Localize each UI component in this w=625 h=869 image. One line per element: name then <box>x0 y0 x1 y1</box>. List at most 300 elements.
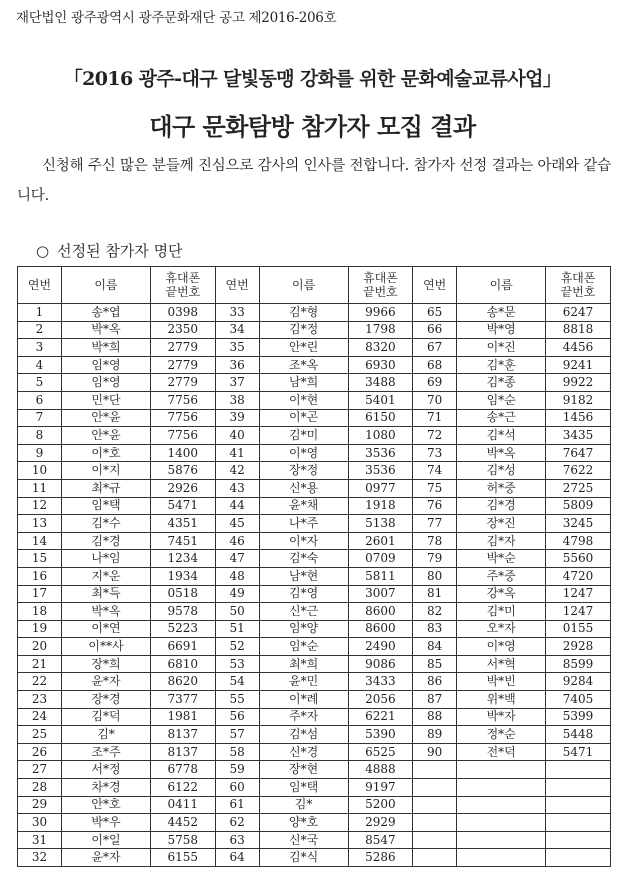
cell-phone: 1234 <box>151 550 216 568</box>
cell-name: 이*진 <box>457 339 546 357</box>
header-no: 연번 <box>215 267 259 304</box>
cell-name: 김* <box>259 796 348 814</box>
cell-no: 90 <box>413 743 457 761</box>
cell-name: 박*순 <box>457 550 546 568</box>
cell-phone: 2490 <box>348 638 413 656</box>
cell-no: 32 <box>18 849 62 867</box>
cell-phone: 1981 <box>151 708 216 726</box>
cell-name: 김*형 <box>259 304 348 322</box>
cell-phone: 9284 <box>546 673 611 691</box>
cell-phone <box>546 796 611 814</box>
cell-phone: 0977 <box>348 479 413 497</box>
intro-paragraph: 신청해 주신 많은 분들께 진심으로 감사의 인사를 전합니다. 참가자 선정 결과는 아래와 같습니다. <box>17 158 611 204</box>
cell-phone: 6155 <box>151 849 216 867</box>
cell-no <box>413 849 457 867</box>
cell-phone: 8818 <box>546 321 611 339</box>
cell-phone: 8600 <box>348 603 413 621</box>
table-row <box>18 638 611 656</box>
cell-name: 김* <box>62 726 151 744</box>
table-header-row <box>18 267 611 304</box>
cell-phone: 4452 <box>151 814 216 832</box>
cell-no: 40 <box>215 427 259 445</box>
header-phone: 휴대폰 끝번호 <box>151 267 216 304</box>
cell-name: 김*덕 <box>62 708 151 726</box>
cell-name: 이*일 <box>62 831 151 849</box>
cell-phone: 3536 <box>348 462 413 480</box>
cell-phone: 6122 <box>151 779 216 797</box>
cell-no: 84 <box>413 638 457 656</box>
cell-name: 이*지 <box>62 462 151 480</box>
cell-phone: 4456 <box>546 339 611 357</box>
cell-no: 55 <box>215 691 259 709</box>
cell-no: 27 <box>18 761 62 779</box>
cell-no: 81 <box>413 585 457 603</box>
cell-no: 44 <box>215 497 259 515</box>
cell-name: 임*영 <box>62 374 151 392</box>
cell-no: 82 <box>413 603 457 621</box>
table-row <box>18 779 611 797</box>
cell-name: 장*희 <box>62 655 151 673</box>
cell-no: 12 <box>18 497 62 515</box>
cell-phone: 2601 <box>348 532 413 550</box>
cell-no <box>413 796 457 814</box>
cell-name: 김*자 <box>457 532 546 550</box>
cell-no: 68 <box>413 356 457 374</box>
table-row <box>18 761 611 779</box>
cell-phone: 7756 <box>151 427 216 445</box>
cell-name: 임*영 <box>62 356 151 374</box>
cell-name: 박*옥 <box>457 444 546 462</box>
cell-phone: 7756 <box>151 391 216 409</box>
cell-no: 41 <box>215 444 259 462</box>
cell-no: 58 <box>215 743 259 761</box>
cell-phone: 0518 <box>151 585 216 603</box>
cell-phone: 4798 <box>546 532 611 550</box>
cell-no: 54 <box>215 673 259 691</box>
cell-name: 장*경 <box>62 691 151 709</box>
cell-phone: 5811 <box>348 567 413 585</box>
cell-no: 73 <box>413 444 457 462</box>
cell-name: 조*옥 <box>259 356 348 374</box>
cell-phone: 8620 <box>151 673 216 691</box>
cell-no: 13 <box>18 515 62 533</box>
cell-no: 22 <box>18 673 62 691</box>
table-row <box>18 691 611 709</box>
participants-table <box>17 266 611 867</box>
cell-name: 주*중 <box>457 567 546 585</box>
cell-no: 7 <box>18 409 62 427</box>
cell-phone: 6930 <box>348 356 413 374</box>
cell-phone: 6810 <box>151 655 216 673</box>
cell-phone: 5223 <box>151 620 216 638</box>
cell-no: 36 <box>215 356 259 374</box>
cell-phone: 5560 <box>546 550 611 568</box>
table-row <box>18 849 611 867</box>
cell-name: 임*순 <box>259 638 348 656</box>
table-row <box>18 462 611 480</box>
cell-no: 28 <box>18 779 62 797</box>
cell-no: 25 <box>18 726 62 744</box>
cell-name: 김*훈 <box>457 356 546 374</box>
cell-name: 조*주 <box>62 743 151 761</box>
cell-no: 20 <box>18 638 62 656</box>
cell-name: 김*석 <box>457 427 546 445</box>
cell-no: 76 <box>413 497 457 515</box>
cell-no: 35 <box>215 339 259 357</box>
cell-no: 18 <box>18 603 62 621</box>
cell-name: 박*옥 <box>62 603 151 621</box>
cell-phone: 6221 <box>348 708 413 726</box>
cell-no: 62 <box>215 814 259 832</box>
table-row <box>18 814 611 832</box>
cell-no: 71 <box>413 409 457 427</box>
header-no: 연번 <box>413 267 457 304</box>
cell-phone: 1918 <box>348 497 413 515</box>
table-row <box>18 444 611 462</box>
cell-no: 87 <box>413 691 457 709</box>
cell-name: 최*규 <box>62 479 151 497</box>
cell-phone: 7405 <box>546 691 611 709</box>
cell-no: 57 <box>215 726 259 744</box>
header-name: 이름 <box>457 267 546 304</box>
cell-phone: 0411 <box>151 796 216 814</box>
cell-phone: 2779 <box>151 356 216 374</box>
cell-phone <box>546 761 611 779</box>
cell-name: 강*옥 <box>457 585 546 603</box>
cell-no: 15 <box>18 550 62 568</box>
cell-phone: 6525 <box>348 743 413 761</box>
cell-no: 79 <box>413 550 457 568</box>
cell-name: 박*희 <box>62 339 151 357</box>
cell-name: 김*수 <box>62 515 151 533</box>
cell-name: 이*자 <box>259 532 348 550</box>
cell-no: 2 <box>18 321 62 339</box>
cell-no: 56 <box>215 708 259 726</box>
cell-no: 21 <box>18 655 62 673</box>
cell-name: 김*종 <box>457 374 546 392</box>
section-heading <box>36 240 183 261</box>
table-row <box>18 391 611 409</box>
cell-name: 윤*자 <box>62 673 151 691</box>
cell-no: 60 <box>215 779 259 797</box>
cell-phone: 8137 <box>151 726 216 744</box>
table-row <box>18 831 611 849</box>
circle-bullet-icon: ○ <box>36 242 50 260</box>
cell-no: 89 <box>413 726 457 744</box>
cell-name: 민*단 <box>62 391 151 409</box>
cell-phone: 9922 <box>546 374 611 392</box>
notice-number: 재단법인 광주광역시 광주문화재단 공고 제2016-206호 <box>16 10 337 26</box>
cell-no <box>413 814 457 832</box>
cell-name: 허*중 <box>457 479 546 497</box>
cell-name: 이*례 <box>259 691 348 709</box>
header-phone: 휴대폰 끝번호 <box>546 267 611 304</box>
cell-name: 남*희 <box>259 374 348 392</box>
cell-no: 65 <box>413 304 457 322</box>
cell-no: 80 <box>413 567 457 585</box>
cell-phone: 4720 <box>546 567 611 585</box>
cell-no: 43 <box>215 479 259 497</box>
cell-name: 이*연 <box>62 620 151 638</box>
cell-name: 김*식 <box>259 849 348 867</box>
cell-phone: 7647 <box>546 444 611 462</box>
cell-name: 이*호 <box>62 444 151 462</box>
cell-phone <box>546 779 611 797</box>
cell-phone: 3536 <box>348 444 413 462</box>
cell-name <box>457 779 546 797</box>
cell-no: 64 <box>215 849 259 867</box>
cell-no: 46 <box>215 532 259 550</box>
cell-no: 24 <box>18 708 62 726</box>
cell-no: 48 <box>215 567 259 585</box>
table-row <box>18 479 611 497</box>
cell-name: 이**사 <box>62 638 151 656</box>
cell-no: 8 <box>18 427 62 445</box>
cell-name: 박*자 <box>457 708 546 726</box>
table-row <box>18 356 611 374</box>
cell-phone: 2779 <box>151 339 216 357</box>
table-row <box>18 515 611 533</box>
cell-phone: 2725 <box>546 479 611 497</box>
cell-phone <box>546 814 611 832</box>
cell-phone <box>546 849 611 867</box>
table-row <box>18 673 611 691</box>
cell-name: 박*영 <box>457 321 546 339</box>
cell-name <box>457 761 546 779</box>
cell-name: 신*근 <box>259 603 348 621</box>
cell-phone: 7622 <box>546 462 611 480</box>
cell-phone: 3433 <box>348 673 413 691</box>
cell-name: 정*순 <box>457 726 546 744</box>
cell-no: 30 <box>18 814 62 832</box>
cell-name: 김*섬 <box>259 726 348 744</box>
cell-name: 장*진 <box>457 515 546 533</box>
cell-name: 신*경 <box>259 743 348 761</box>
cell-name: 최*득 <box>62 585 151 603</box>
cell-name: 남*현 <box>259 567 348 585</box>
cell-no: 61 <box>215 796 259 814</box>
cell-no: 5 <box>18 374 62 392</box>
table-row <box>18 374 611 392</box>
table-row <box>18 427 611 445</box>
cell-phone: 5876 <box>151 462 216 480</box>
cell-no: 45 <box>215 515 259 533</box>
cell-phone: 4351 <box>151 515 216 533</box>
cell-phone: 8137 <box>151 743 216 761</box>
cell-name: 김*경 <box>62 532 151 550</box>
cell-name: 김*숙 <box>259 550 348 568</box>
cell-no: 86 <box>413 673 457 691</box>
cell-phone: 5401 <box>348 391 413 409</box>
cell-name: 장*현 <box>259 761 348 779</box>
document-title: 「2016 광주-대구 달빛동맹 강화를 위한 문화예술교류사업」 <box>63 68 562 90</box>
cell-no: 75 <box>413 479 457 497</box>
cell-no: 37 <box>215 374 259 392</box>
table-row <box>18 339 611 357</box>
cell-no: 74 <box>413 462 457 480</box>
cell-no: 26 <box>18 743 62 761</box>
table-row <box>18 532 611 550</box>
cell-no: 11 <box>18 479 62 497</box>
cell-phone: 5471 <box>151 497 216 515</box>
cell-name: 김*영 <box>259 585 348 603</box>
cell-no: 69 <box>413 374 457 392</box>
cell-phone: 2779 <box>151 374 216 392</box>
table-row <box>18 567 611 585</box>
cell-phone: 9241 <box>546 356 611 374</box>
cell-name: 나*주 <box>259 515 348 533</box>
cell-phone: 5809 <box>546 497 611 515</box>
table-row <box>18 409 611 427</box>
cell-name: 임*순 <box>457 391 546 409</box>
cell-name: 김*정 <box>259 321 348 339</box>
cell-no: 88 <box>413 708 457 726</box>
cell-name: 오*자 <box>457 620 546 638</box>
cell-name: 양*호 <box>259 814 348 832</box>
cell-name: 지*운 <box>62 567 151 585</box>
cell-phone: 1080 <box>348 427 413 445</box>
cell-no: 17 <box>18 585 62 603</box>
table-row <box>18 550 611 568</box>
header-name: 이름 <box>259 267 348 304</box>
cell-no: 59 <box>215 761 259 779</box>
cell-name: 이*영 <box>259 444 348 462</box>
cell-phone: 2350 <box>151 321 216 339</box>
cell-phone: 8599 <box>546 655 611 673</box>
cell-no: 34 <box>215 321 259 339</box>
table-row <box>18 620 611 638</box>
cell-no <box>413 779 457 797</box>
cell-name: 서*정 <box>62 761 151 779</box>
cell-no: 85 <box>413 655 457 673</box>
cell-phone: 2928 <box>546 638 611 656</box>
cell-no: 42 <box>215 462 259 480</box>
cell-no: 9 <box>18 444 62 462</box>
table-row <box>18 743 611 761</box>
cell-no: 19 <box>18 620 62 638</box>
cell-no: 63 <box>215 831 259 849</box>
cell-name <box>457 849 546 867</box>
table-row <box>18 497 611 515</box>
cell-no: 14 <box>18 532 62 550</box>
cell-phone: 5286 <box>348 849 413 867</box>
cell-no: 31 <box>18 831 62 849</box>
cell-phone <box>546 831 611 849</box>
cell-name: 나*임 <box>62 550 151 568</box>
cell-phone: 9182 <box>546 391 611 409</box>
cell-no: 1 <box>18 304 62 322</box>
cell-no: 39 <box>215 409 259 427</box>
cell-name: 이*현 <box>259 391 348 409</box>
cell-no: 23 <box>18 691 62 709</box>
cell-name: 장*정 <box>259 462 348 480</box>
cell-name: 이*영 <box>457 638 546 656</box>
cell-no: 3 <box>18 339 62 357</box>
cell-no: 66 <box>413 321 457 339</box>
cell-phone: 0155 <box>546 620 611 638</box>
cell-phone: 3007 <box>348 585 413 603</box>
cell-no: 16 <box>18 567 62 585</box>
cell-no: 50 <box>215 603 259 621</box>
cell-phone: 8320 <box>348 339 413 357</box>
cell-phone: 1247 <box>546 603 611 621</box>
cell-phone: 2926 <box>151 479 216 497</box>
table-row <box>18 655 611 673</box>
cell-name: 송*문 <box>457 304 546 322</box>
header-no: 연번 <box>18 267 62 304</box>
cell-phone: 3435 <box>546 427 611 445</box>
cell-phone: 5471 <box>546 743 611 761</box>
cell-phone: 1934 <box>151 567 216 585</box>
cell-name <box>457 796 546 814</box>
cell-name <box>457 814 546 832</box>
cell-name: 임*양 <box>259 620 348 638</box>
cell-no: 72 <box>413 427 457 445</box>
cell-phone: 8600 <box>348 620 413 638</box>
cell-phone: 7377 <box>151 691 216 709</box>
cell-phone: 0709 <box>348 550 413 568</box>
table-row <box>18 585 611 603</box>
cell-phone: 4888 <box>348 761 413 779</box>
cell-no: 49 <box>215 585 259 603</box>
cell-name: 송*엽 <box>62 304 151 322</box>
cell-phone: 5390 <box>348 726 413 744</box>
cell-name: 김*미 <box>457 603 546 621</box>
cell-phone: 5448 <box>546 726 611 744</box>
cell-no: 52 <box>215 638 259 656</box>
cell-name: 김*경 <box>457 497 546 515</box>
cell-name: 윤*민 <box>259 673 348 691</box>
cell-no: 51 <box>215 620 259 638</box>
cell-no <box>413 761 457 779</box>
table-row <box>18 708 611 726</box>
cell-no: 70 <box>413 391 457 409</box>
cell-name: 최*희 <box>259 655 348 673</box>
cell-no: 38 <box>215 391 259 409</box>
cell-phone: 7756 <box>151 409 216 427</box>
cell-name: 임*택 <box>62 497 151 515</box>
cell-name: 위*백 <box>457 691 546 709</box>
table-row <box>18 321 611 339</box>
cell-phone: 6150 <box>348 409 413 427</box>
cell-name: 윤*채 <box>259 497 348 515</box>
cell-name: 신*용 <box>259 479 348 497</box>
cell-phone: 1400 <box>151 444 216 462</box>
table-row <box>18 304 611 322</box>
cell-no: 78 <box>413 532 457 550</box>
cell-no: 6 <box>18 391 62 409</box>
cell-no: 53 <box>215 655 259 673</box>
table-row <box>18 726 611 744</box>
cell-phone: 9966 <box>348 304 413 322</box>
cell-name: 김*미 <box>259 427 348 445</box>
cell-phone: 3488 <box>348 374 413 392</box>
cell-phone: 9086 <box>348 655 413 673</box>
cell-name: 신*국 <box>259 831 348 849</box>
cell-name: 주*자 <box>259 708 348 726</box>
section-title: 선정된 참가자 명단 <box>57 242 183 260</box>
cell-no: 67 <box>413 339 457 357</box>
cell-name: 서*혁 <box>457 655 546 673</box>
cell-phone: 5138 <box>348 515 413 533</box>
cell-no <box>413 831 457 849</box>
cell-no: 4 <box>18 356 62 374</box>
table-row <box>18 796 611 814</box>
cell-name: 박*빈 <box>457 673 546 691</box>
cell-phone: 9578 <box>151 603 216 621</box>
cell-name: 송*근 <box>457 409 546 427</box>
cell-name: 안*윤 <box>62 409 151 427</box>
